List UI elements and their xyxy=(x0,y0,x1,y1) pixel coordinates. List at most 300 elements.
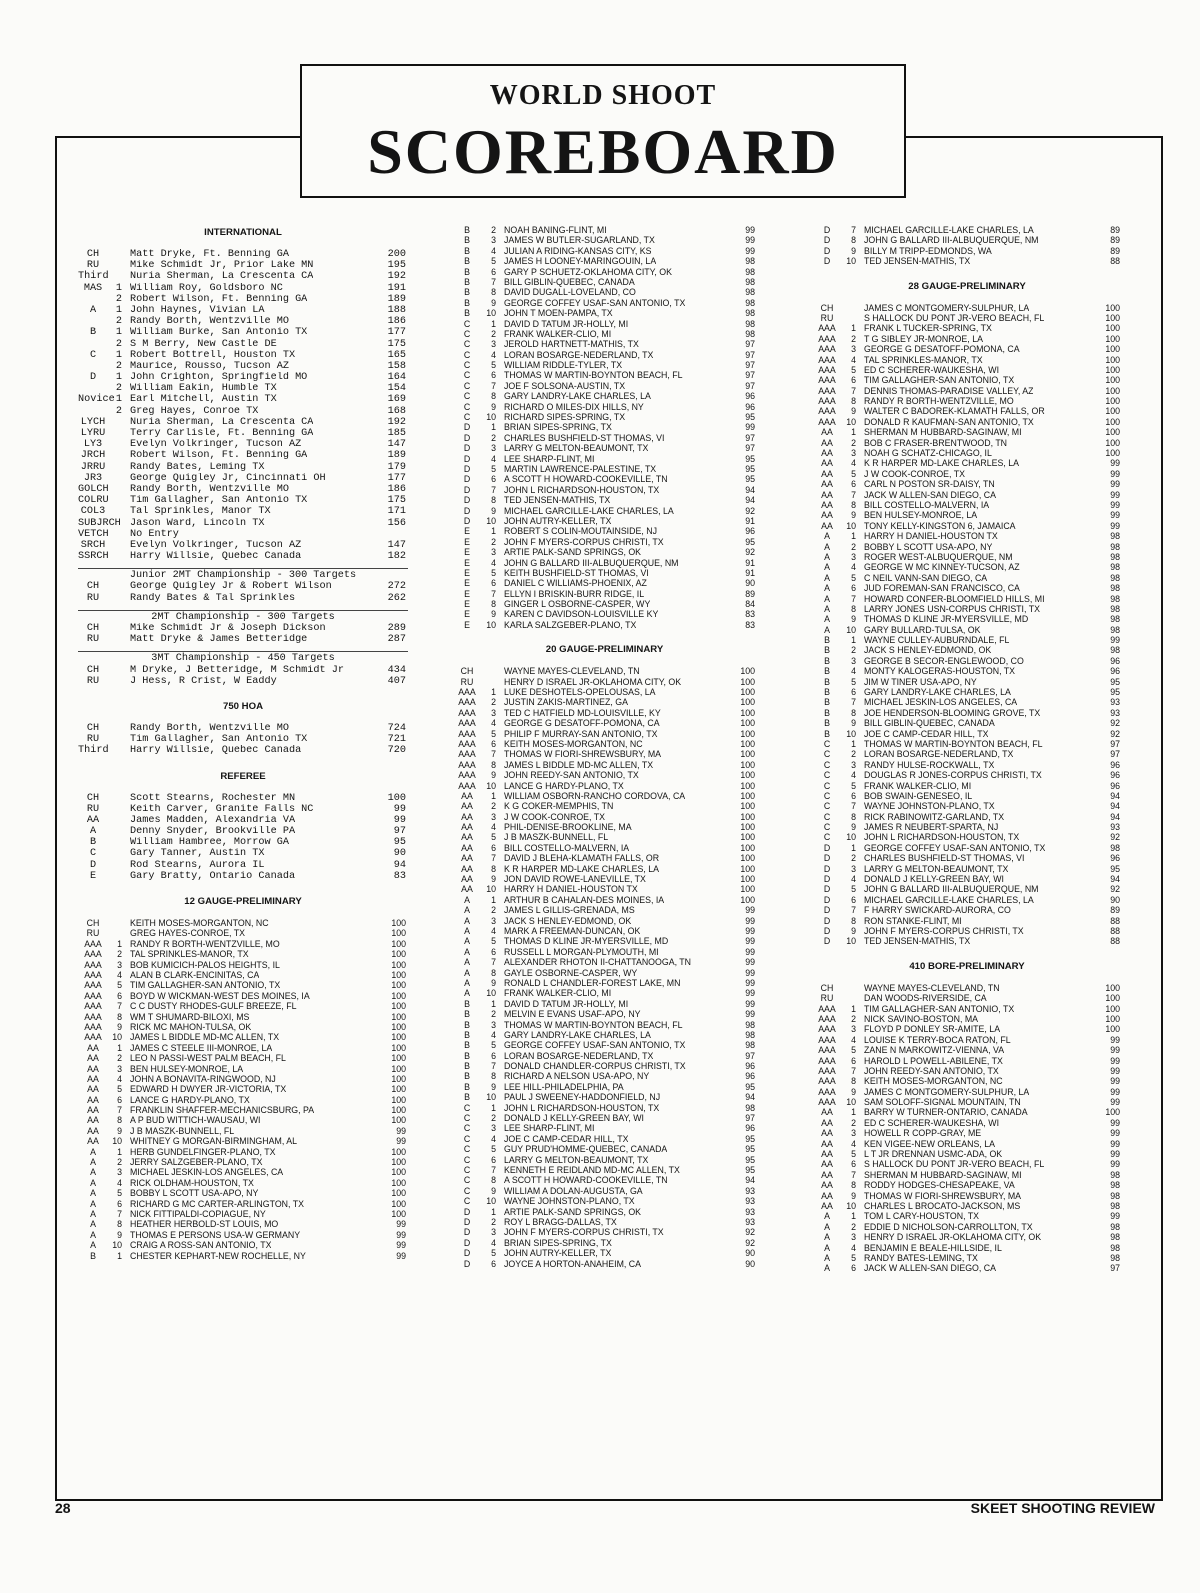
shooter-name: WALTER C BADOREK-KLAMATH FALLS, OR xyxy=(864,406,1045,417)
class-label: A xyxy=(824,572,830,583)
class-label: C xyxy=(823,790,831,801)
result-row xyxy=(452,957,757,967)
score: 98 xyxy=(745,1019,755,1030)
place-number: 2 xyxy=(491,1216,496,1227)
class-label: C xyxy=(823,759,831,770)
score: 98 xyxy=(1110,551,1120,562)
place-number: 5 xyxy=(117,980,122,991)
place-number: 8 xyxy=(491,391,496,402)
shooter-name: J W COOK-CONROE, TX xyxy=(864,468,966,479)
place-number: 10 xyxy=(486,412,496,423)
score: 99 xyxy=(1110,510,1120,521)
shooter-name: MICHAEL JESKIN-LOS ANGELES, CA xyxy=(130,1167,284,1178)
place-number: 4 xyxy=(851,1138,856,1149)
place-number: 3 xyxy=(851,759,856,770)
class-label: D xyxy=(823,884,831,895)
place-number: 10 xyxy=(486,308,496,319)
result-row xyxy=(812,521,1122,531)
score: 100 xyxy=(391,1053,406,1064)
class-label: B xyxy=(464,1029,470,1040)
place-number: 10 xyxy=(486,515,496,526)
score: 100 xyxy=(740,687,755,698)
result-row xyxy=(78,1105,408,1115)
shooter-name: James Madden, Alexandria VA xyxy=(130,814,296,826)
place-number: 4 xyxy=(491,926,496,936)
class-label: AA xyxy=(821,479,833,490)
shooter-name: BILL GIBLIN-QUEBEC, CANADA xyxy=(864,718,995,729)
place-number: 9 xyxy=(491,770,496,781)
class-label: B xyxy=(824,687,830,698)
place-number: 1 xyxy=(491,422,496,433)
score: 100 xyxy=(740,832,755,843)
shooter-name: Nuria Sherman, La Crescenta CA xyxy=(130,271,314,283)
score: 171 xyxy=(387,506,406,518)
score: 100 xyxy=(1105,302,1120,313)
class-label: D xyxy=(463,443,471,454)
score: 98 xyxy=(1110,842,1120,853)
title-line-1: WORLD SHOOT xyxy=(489,80,717,111)
class-label: B xyxy=(464,245,470,256)
score: 99 xyxy=(1110,1034,1120,1045)
result-row xyxy=(452,812,757,822)
shooter-name: KARLA SALZGEBER-PLANO, TX xyxy=(504,619,637,630)
shooter-name: Jason Ward, Lincoln TX xyxy=(130,517,265,529)
class-label: AAA xyxy=(458,718,476,729)
result-row xyxy=(78,1032,408,1042)
shooter-name: RICHARD G MC CARTER-ARLINGTON, TX xyxy=(130,1198,305,1209)
result-row xyxy=(452,412,757,422)
score: 100 xyxy=(740,666,755,677)
score: 99 xyxy=(745,245,755,256)
shooter-name: Evelyn Volkringer, Tucson AZ xyxy=(130,439,302,451)
result-row xyxy=(78,1219,408,1229)
class-label: AA xyxy=(821,1159,833,1170)
score: 98 xyxy=(1110,1232,1120,1243)
result-row xyxy=(78,383,408,394)
place-number: 7 xyxy=(851,801,856,812)
result-row xyxy=(452,246,757,256)
shooter-name: Matt Dryke & James Betteridge xyxy=(130,634,308,646)
class-label: C xyxy=(463,339,471,350)
class-label: D xyxy=(463,515,471,526)
result-row xyxy=(452,308,757,318)
result-row xyxy=(452,1123,757,1133)
place-number: 7 xyxy=(491,957,496,968)
shooter-name: BOBBY L SCOTT USA-APO, NY xyxy=(130,1188,259,1199)
result-row xyxy=(78,1188,408,1198)
score: 95 xyxy=(1110,863,1120,874)
place-number: 4 xyxy=(491,1133,496,1144)
place-number: 6 xyxy=(851,1263,856,1274)
score: 99 xyxy=(1110,479,1120,490)
place-number: 7 xyxy=(851,385,856,396)
result-row xyxy=(812,438,1122,448)
score: 99 xyxy=(745,225,755,235)
result-row xyxy=(452,1030,757,1040)
score: 100 xyxy=(740,707,755,718)
place-number: 2 xyxy=(115,338,122,350)
shooter-name: BOBBY L SCOTT USA-APO, NY xyxy=(864,541,993,552)
place-number: 3 xyxy=(851,344,856,355)
result-row xyxy=(78,327,408,338)
score: 100 xyxy=(740,853,755,864)
score: 99 xyxy=(1110,1128,1120,1139)
shooter-name: GARY LANDRY-LAKE CHARLES, LA xyxy=(864,687,1011,698)
result-row xyxy=(812,739,1122,749)
score: 100 xyxy=(740,874,755,885)
place-number: 5 xyxy=(851,468,856,479)
shooter-name: DAVID J BLEHA-KLAMATH FALLS, OR xyxy=(504,853,660,864)
result-row xyxy=(78,723,408,734)
place-number: 1 xyxy=(115,304,122,316)
column-3 xyxy=(812,225,1122,1274)
class-label: A xyxy=(824,593,830,604)
class-label: AA xyxy=(821,1138,833,1149)
shooter-name: BEN HULSEY-MONROE, LA xyxy=(864,510,978,521)
result-row xyxy=(812,344,1122,354)
shooter-name: ALEXANDER RHOTON II-CHATTANOOGA, TN xyxy=(504,957,692,968)
score: 168 xyxy=(387,405,406,417)
shooter-name: TED C HATFIELD MD-LOUISVILLE, KY xyxy=(504,707,661,718)
score: 93 xyxy=(745,1206,755,1217)
shooter-name: KAREN C DAVIDSON-LOUISVILLE KY xyxy=(504,609,659,620)
result-row xyxy=(452,558,757,568)
shooter-name: BOB C FRASER-BRENTWOOD, TN xyxy=(864,437,1008,448)
place-number: 2 xyxy=(851,333,856,344)
score: 98 xyxy=(745,266,755,277)
shooter-name: DAVID D TATUM JR-HOLLY, MI xyxy=(504,318,629,329)
result-row xyxy=(812,749,1122,759)
result-row xyxy=(452,443,757,453)
result-row xyxy=(452,884,757,894)
class-label: C xyxy=(463,1102,471,1113)
class-label: AAA xyxy=(84,1001,102,1012)
score: 100 xyxy=(391,1032,406,1043)
score: 100 xyxy=(740,822,755,833)
result-row xyxy=(452,968,757,978)
class-label: AAA xyxy=(84,938,102,949)
place-number: 7 xyxy=(851,1065,856,1076)
shooter-name: NOAH BANING-FLINT, MI xyxy=(504,225,607,235)
result-row xyxy=(812,926,1122,936)
shooter-name: L T JR DRENNAN USMC-ADA, OK xyxy=(864,1149,1003,1160)
shooter-name: TED JENSEN-MATHIS, TX xyxy=(864,936,971,947)
shooter-name: A SCOTT H HOWARD-COOKEVILLE, TN xyxy=(504,1175,668,1186)
class-label: B xyxy=(824,645,830,656)
shooter-name: JOHN T MOEN-PAMPA, TX xyxy=(504,308,613,319)
result-row xyxy=(452,1248,757,1258)
shooter-name: ALAN B CLARK-ENCINITAS, CA xyxy=(130,970,260,980)
column-1 xyxy=(78,225,408,1261)
class-label: D xyxy=(463,495,471,506)
score: 93 xyxy=(745,1216,755,1227)
place-number: 3 xyxy=(851,1024,856,1035)
place-number: 3 xyxy=(491,1123,496,1134)
class-label: AAA xyxy=(458,728,476,739)
shooter-name: DAVID D TATUM JR-HOLLY, MI xyxy=(504,998,629,1009)
shooter-name: RANDY R BORTH-WENTZVILLE, MO xyxy=(864,396,1014,407)
shooter-name: RANDY R BORTH-WENTZVILLE, MO xyxy=(130,938,280,949)
place-number: 4 xyxy=(491,718,496,729)
result-row xyxy=(812,1180,1122,1190)
place-number: 5 xyxy=(851,1149,856,1160)
shooter-name: MONTY KALOGERAS-HOUSTON, TX xyxy=(864,666,1016,677)
result-row xyxy=(812,1076,1122,1086)
shooter-name: RICHARD SIPES-SPRING, TX xyxy=(504,412,626,423)
score: 100 xyxy=(1105,1013,1120,1024)
class-label: B xyxy=(89,837,97,849)
shooter-name: C C DUSTY RHODES-GULF BREEZE, FL xyxy=(130,1001,297,1012)
place-number: 6 xyxy=(491,946,496,957)
class-label: AAA xyxy=(458,780,476,791)
score: 191 xyxy=(387,282,406,294)
shooter-name: JOHN AUTRY-KELLER, TX xyxy=(504,515,612,526)
place-number: 8 xyxy=(851,1180,856,1191)
class-label: CH xyxy=(86,918,100,929)
score: 721 xyxy=(387,734,406,746)
result-row xyxy=(78,1095,408,1105)
result-row xyxy=(812,235,1122,245)
12-gauge-results-continued xyxy=(452,225,757,630)
shooter-name: LEE SHARP-FLINT, MI xyxy=(504,1123,595,1134)
shooter-name: John Haynes, Vivian LA xyxy=(130,304,265,316)
shooter-name: JUD FOREMAN-SAN FRANCISCO, CA xyxy=(864,583,1020,594)
place-number: 10 xyxy=(846,1200,856,1211)
result-row xyxy=(452,697,757,707)
shooter-name: TED JENSEN-MATHIS, TX xyxy=(864,256,971,267)
score: 94 xyxy=(745,1092,755,1103)
class-label: RU xyxy=(820,993,834,1004)
result-row xyxy=(452,599,757,609)
shooter-name: TIM GALLAGHER-SAN ANTONIO, TX xyxy=(864,1003,1015,1014)
shooter-name: GEORGE COFFEY USAF-SAN ANTONIO, TX xyxy=(864,842,1046,853)
class-label: C xyxy=(463,1123,471,1134)
score: 95 xyxy=(745,1164,755,1175)
result-row xyxy=(78,406,408,417)
result-row xyxy=(452,999,757,1009)
place-number: 2 xyxy=(491,536,496,547)
result-row xyxy=(452,822,757,832)
section-heading: 2MT Championship - 300 Targets xyxy=(78,610,408,623)
shooter-name: RICHARD A NELSON USA-APO, NY xyxy=(504,1071,650,1082)
place-number: 9 xyxy=(491,609,496,620)
place-number: 3 xyxy=(491,707,496,718)
result-row xyxy=(452,729,757,739)
place-number: 9 xyxy=(491,874,496,885)
shooter-name: HARRY H DANIEL-HOUSTON TX xyxy=(504,884,638,895)
result-row xyxy=(812,832,1122,842)
class-label: D xyxy=(89,859,97,871)
shooter-name: JON DAVID ROWE-LANEVILLE, TX xyxy=(504,874,646,885)
shooter-name: RONALD L CHANDLER-FOREST LAKE, MN xyxy=(504,977,681,988)
place-number: 6 xyxy=(491,1154,496,1165)
score: 179 xyxy=(387,461,406,473)
shooter-name: WHITNEY G MORGAN-BIRMINGHAM, AL xyxy=(130,1136,297,1147)
result-row xyxy=(452,360,757,370)
place-number: 4 xyxy=(851,666,856,677)
result-row xyxy=(78,939,408,949)
shooter-name: SHERMAN M HUBBARD-SAGINAW, MI xyxy=(864,1169,1022,1180)
shooter-name: Robert Wilson, Ft. Benning GA xyxy=(130,293,308,305)
shooter-name: DANIEL C WILLIAMS-PHOENIX, AZ xyxy=(504,578,647,589)
result-row xyxy=(812,1066,1122,1076)
result-row xyxy=(78,518,408,529)
result-row xyxy=(812,1191,1122,1201)
result-row xyxy=(452,620,757,630)
score: 188 xyxy=(387,304,406,316)
result-row xyxy=(78,260,408,271)
place-number: 7 xyxy=(851,905,856,916)
place-number: 2 xyxy=(851,749,856,760)
score: 186 xyxy=(387,483,406,495)
class-label: AA xyxy=(821,520,833,531)
score: 177 xyxy=(387,327,406,339)
score: 100 xyxy=(391,928,406,939)
shooter-name: KENNETH E REIDLAND MD-MC ALLEN, TX xyxy=(504,1164,680,1175)
score: 158 xyxy=(387,360,406,372)
shooter-name: ROGER WEST-ALBUQUERQUE, NM xyxy=(864,551,1013,562)
shooter-name: BEN HULSEY-MONROE, LA xyxy=(130,1063,244,1074)
class-label: AA xyxy=(461,822,473,833)
result-row xyxy=(452,609,757,619)
result-row xyxy=(812,1035,1122,1045)
score: 93 xyxy=(1110,697,1120,708)
score: 98 xyxy=(1110,614,1120,625)
place-number: 6 xyxy=(851,894,856,905)
place-number: 6 xyxy=(117,990,122,1001)
result-row xyxy=(78,271,408,282)
class-label: A xyxy=(464,988,470,999)
shooter-name: FRANK WALKER-CLIO, MI xyxy=(504,988,612,999)
place-number: 2 xyxy=(851,853,856,864)
result-row xyxy=(452,739,757,749)
2mt-results xyxy=(78,623,408,645)
shooter-name: FRANK WALKER-CLIO, MI xyxy=(864,780,972,791)
shooter-name: Randy Bates & Tal Sprinkles xyxy=(130,592,296,604)
class-label: A xyxy=(90,1198,96,1209)
result-row xyxy=(812,562,1122,572)
place-number: 10 xyxy=(486,1196,496,1207)
result-row xyxy=(452,1207,757,1217)
shooter-name: Harry Willsie, Quebec Canada xyxy=(130,551,302,563)
result-row xyxy=(452,853,757,863)
class-label: AA xyxy=(87,1105,99,1116)
score: 720 xyxy=(387,745,406,757)
result-row xyxy=(452,381,757,391)
shooter-name: RON STANKE-FLINT, MI xyxy=(864,915,962,926)
shooter-name: ELLYN I BRISKIN-BURR RIDGE, IL xyxy=(504,588,645,599)
class-label: AAA xyxy=(458,738,476,749)
score: 407 xyxy=(387,675,406,687)
result-row xyxy=(78,745,408,756)
score: 98 xyxy=(745,1029,755,1040)
place-number: 9 xyxy=(851,926,856,936)
shooter-name: BILL GIBLIN-QUEBEC, CANADA xyxy=(504,276,635,287)
score: 98 xyxy=(1110,583,1120,594)
result-row xyxy=(812,500,1122,510)
result-row xyxy=(812,993,1122,1003)
shooter-name: TIM GALLAGHER-SAN ANTONIO, TX xyxy=(864,375,1015,386)
score: 189 xyxy=(387,450,406,462)
shooter-name: KEITH MOSES-MORGANTON, NC xyxy=(504,738,643,749)
shooter-name: C NEIL VANN-SAN DIEGO, CA xyxy=(864,572,988,583)
result-row xyxy=(812,645,1122,655)
score: 84 xyxy=(745,599,755,610)
class-label: B xyxy=(464,1009,470,1020)
result-row xyxy=(78,361,408,372)
class-label: AA xyxy=(87,1125,99,1136)
result-row xyxy=(812,843,1122,853)
place-number: 3 xyxy=(491,1227,496,1238)
score: 165 xyxy=(387,349,406,361)
place-number: 7 xyxy=(851,489,856,500)
result-row xyxy=(452,1217,757,1227)
shooter-name: LARRY G MELTON-BEAUMONT, TX xyxy=(864,863,1009,874)
result-row xyxy=(78,249,408,260)
score: 100 xyxy=(1105,344,1120,355)
shooter-name: NICK SAVINO-BOSTON, MA xyxy=(864,1013,979,1024)
score: 92 xyxy=(1110,728,1120,739)
result-row xyxy=(452,874,757,884)
shooter-name: JAMES C STEELE III-MONROE, LA xyxy=(130,1042,273,1053)
shooter-name: JOHN REEDY-SAN ANTONIO, TX xyxy=(504,770,639,781)
class-label: B xyxy=(464,1061,470,1072)
score: 99 xyxy=(396,1250,406,1261)
place-number: 1 xyxy=(491,894,496,905)
place-number: 8 xyxy=(491,1071,496,1082)
result-row xyxy=(812,729,1122,739)
shooter-name: M Dryke, J Betteridge, M Schmidt Jr xyxy=(130,664,344,676)
class-label: RU xyxy=(86,634,100,646)
class-label: Third xyxy=(78,271,109,283)
shooter-name: BILL COSTELLO-MALVERN, IA xyxy=(504,842,630,853)
shooter-name: ARTIE PALK-SAND SPRINGS, OK xyxy=(504,1206,642,1217)
score: 98 xyxy=(745,256,755,267)
score: 99 xyxy=(1110,1149,1120,1160)
class-label: CH xyxy=(86,249,100,260)
result-row xyxy=(78,848,408,859)
result-row xyxy=(812,490,1122,500)
score: 98 xyxy=(1110,1180,1120,1191)
place-number: 5 xyxy=(491,1248,496,1259)
result-row xyxy=(78,316,408,327)
result-row xyxy=(78,928,408,938)
class-label: C xyxy=(823,822,831,833)
score: 100 xyxy=(1105,1003,1120,1014)
class-label: RU xyxy=(460,676,474,687)
score: 83 xyxy=(393,870,406,882)
score: 98 xyxy=(745,328,755,339)
place-number: 5 xyxy=(491,1040,496,1051)
shooter-name: CARL N POSTON SR-DAISY, TN xyxy=(864,479,995,490)
result-row xyxy=(78,949,408,959)
score: 95 xyxy=(745,474,755,485)
shooter-name: Terry Carlisle, Ft. Benning GA xyxy=(130,428,314,439)
place-number: 3 xyxy=(491,811,496,822)
place-number: 2 xyxy=(491,1009,496,1020)
place-number: 4 xyxy=(851,1242,856,1253)
score: 100 xyxy=(740,801,755,812)
score: 90 xyxy=(393,848,406,860)
place-number: 3 xyxy=(491,339,496,350)
shooter-name: Gary Tanner, Austin TX xyxy=(130,848,265,860)
class-label: AA xyxy=(821,1107,833,1118)
result-row xyxy=(812,874,1122,884)
result-row xyxy=(452,1092,757,1102)
place-number: 4 xyxy=(851,874,856,885)
score: 94 xyxy=(1110,874,1120,885)
score: 98 xyxy=(1110,562,1120,573)
